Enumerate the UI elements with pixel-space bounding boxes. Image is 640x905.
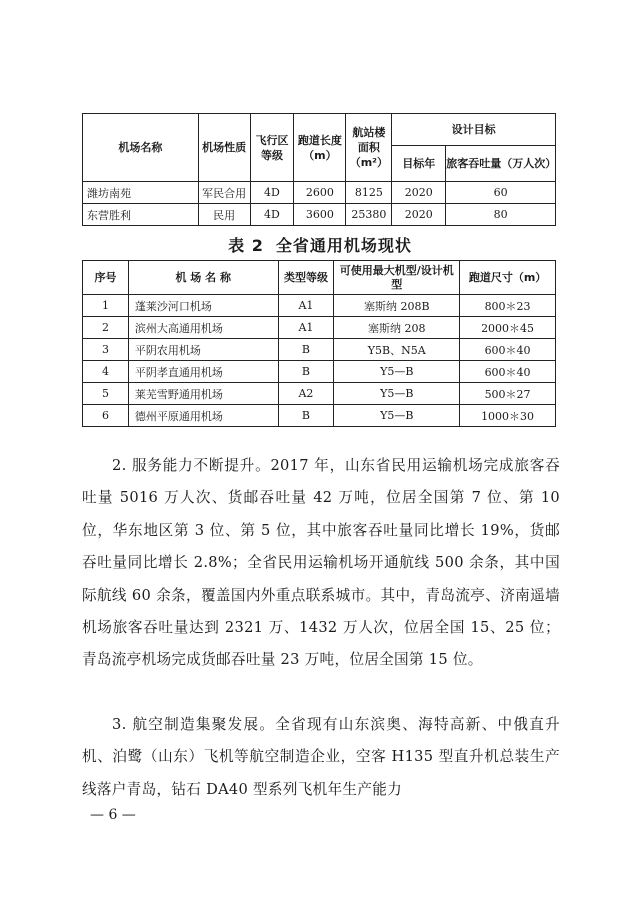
cell-airport-name: 平阴孝直通用机场 [128, 361, 278, 383]
table2-caption-title: 全省通用机场现状 [275, 236, 412, 255]
paragraph-aviation-manufacturing [82, 709, 560, 806]
cell-runway-size: 600＊40 [460, 339, 556, 361]
cell-runway-size: 600＊40 [460, 361, 556, 383]
col-header-name: 机场名称 [83, 114, 199, 182]
table-row [83, 317, 556, 339]
page-number: — 6 — [90, 807, 136, 823]
general-airports-table [82, 260, 556, 427]
cell-seq: 6 [83, 405, 129, 427]
cell-type: B [278, 405, 334, 427]
table-row [83, 204, 556, 226]
cell-runway-size: 800＊23 [460, 295, 556, 317]
col-header-design-target: 设计目标 [392, 114, 556, 146]
cell-aircraft: Y5—B [334, 361, 460, 383]
col-header-nature: 机场性质 [198, 114, 250, 182]
cell-name: 潍坊南苑 [83, 182, 199, 204]
table-row [83, 405, 556, 427]
col-header-throughput: 旅客吞吐量（万人次） [446, 146, 556, 182]
cell-runway: 2600 [294, 182, 346, 204]
cell-aircraft: Y5—B [334, 405, 460, 427]
cell-type: B [278, 339, 334, 361]
table-row [83, 361, 556, 383]
table2-caption [0, 233, 640, 256]
paragraph-service-capacity [82, 450, 560, 677]
cell-terminal: 25380 [346, 204, 392, 226]
cell-grade: 4D [250, 204, 294, 226]
terminal-header-line1: 航站楼 [352, 126, 386, 139]
cell-aircraft: 塞斯纳 208 [334, 317, 460, 339]
col-header-target-year: 目标年 [392, 146, 446, 182]
cell-type: A1 [278, 317, 334, 339]
col-header-grade: 飞行区等级 [250, 114, 294, 182]
terminal-header-unit: （m²） [349, 156, 388, 169]
cell-year: 2020 [392, 204, 446, 226]
cell-airport-name: 蓬莱沙河口机场 [128, 295, 278, 317]
col-header-runway: 跑道长度（m） [294, 114, 346, 182]
cell-runway: 3600 [294, 204, 346, 226]
cell-nature: 军民合用 [198, 182, 250, 204]
airport-plan-table [82, 113, 556, 226]
cell-name: 东营胜利 [83, 204, 199, 226]
cell-airport-name: 德州平原通用机场 [128, 405, 278, 427]
col-header-seq: 序号 [83, 261, 129, 295]
cell-seq: 5 [83, 383, 129, 405]
cell-throughput: 60 [446, 182, 556, 204]
terminal-header-line2: 面积 [357, 141, 380, 154]
cell-seq: 3 [83, 339, 129, 361]
col-header-type: 类型等级 [278, 261, 334, 295]
cell-aircraft: 塞斯纳 208B [334, 295, 460, 317]
cell-runway-size: 500＊27 [460, 383, 556, 405]
cell-throughput: 80 [446, 204, 556, 226]
table-row [83, 383, 556, 405]
cell-grade: 4D [250, 182, 294, 204]
col-header-aircraft: 可使用最大机型/设计机型 [334, 261, 460, 295]
table2-caption-number: 表 2 [228, 236, 264, 255]
cell-aircraft: Y5B、N5A [334, 339, 460, 361]
cell-terminal: 8125 [346, 182, 392, 204]
col-header-airport-name: 机 场 名 称 [128, 261, 278, 295]
cell-airport-name: 莱芜雪野通用机场 [128, 383, 278, 405]
cell-airport-name: 滨州大高通用机场 [128, 317, 278, 339]
cell-aircraft: Y5—B [334, 383, 460, 405]
paragraph-text: 3. 航空制造集聚发展。全省现有山东滨奥、海特高新、中俄直升机、泊鹭（山东）飞机等航空制造企业，空客 H135 型直升机总装生产线落户青岛，钻石 DA40 型系列飞机年生产能力 [82, 716, 560, 798]
cell-seq: 2 [83, 317, 129, 339]
cell-nature: 民用 [198, 204, 250, 226]
cell-runway-size: 2000＊45 [460, 317, 556, 339]
cell-airport-name: 平阴农用机场 [128, 339, 278, 361]
cell-type: A2 [278, 383, 334, 405]
cell-type: B [278, 361, 334, 383]
cell-type: A1 [278, 295, 334, 317]
col-header-terminal [346, 114, 392, 182]
cell-seq: 4 [83, 361, 129, 383]
col-header-runway-size: 跑道尺寸（m） [460, 261, 556, 295]
cell-year: 2020 [392, 182, 446, 204]
table-row [83, 182, 556, 204]
table-row [83, 339, 556, 361]
cell-seq: 1 [83, 295, 129, 317]
paragraph-text: 2. 服务能力不断提升。2017 年，山东省民用运输机场完成旅客吞吐量 5016 万人次、货邮吞吐量 42 万吨，位居全国第 7 位、第 10 位，华东地区第 3 位、第 5 位，其中旅客吞吐量同比增长 19%，货邮吞吐量同比增长 2.8%；全省民用运输机场开通航线 500 余条，其中国际航线 60 余条，覆盖国内外重点联系城市。其中，青岛流亭、济南遥墙机场旅客吞吐量达到 2321 万、1432 万人次，位居全国 15、25 位；青岛流亭机场完成货邮吞吐量 23 万吨，位居全国第 15 位。 [82, 457, 560, 669]
table-row [83, 295, 556, 317]
cell-runway-size: 1000＊30 [460, 405, 556, 427]
